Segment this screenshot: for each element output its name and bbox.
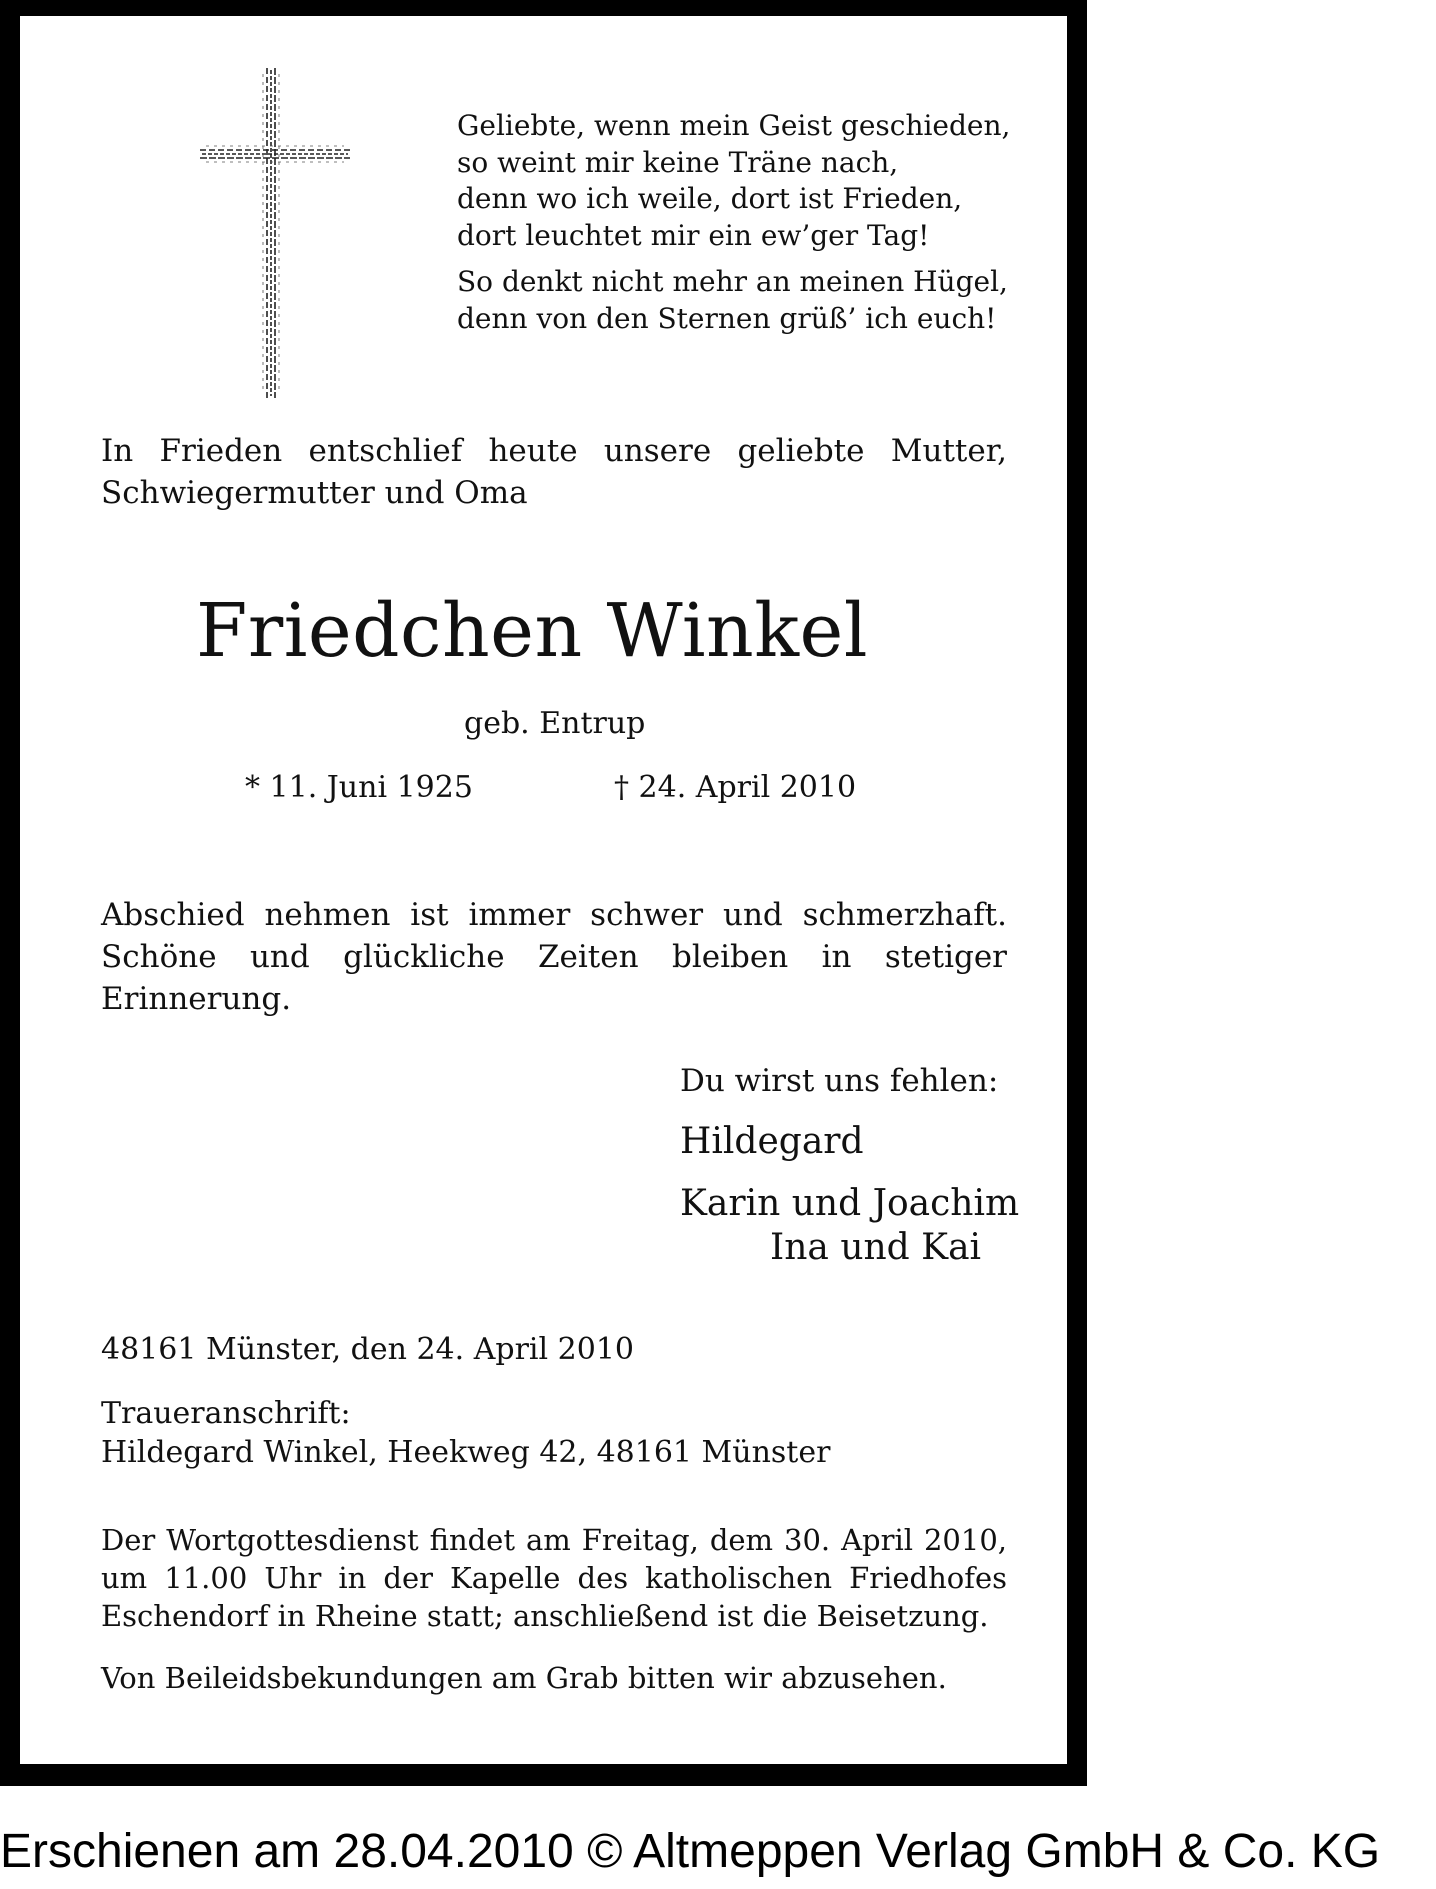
poem-line: so weint mir keine Träne nach, [457,145,899,179]
poem-line: Geliebte, wenn mein Geist geschieden, [457,109,1011,142]
birth-date: * 11. Juni 1925 [245,770,473,805]
poem-stanza-1 [457,108,1010,254]
poem-line: So denkt nicht mehr an meinen Hügel, [457,265,1008,298]
condolence-note: Von Beileidsbekundungen am Grab bitten wir abzusehen. [101,1661,947,1695]
place-date: 48161 Münster, den 24. April 2010 [101,1332,634,1367]
publication-footer: Erschienen am 28.04.2010 © Altmeppen Verlag GmbH & Co. KG [0,1825,1381,1878]
deceased-name: Friedchen Winkel [196,588,869,674]
mourner-name: Ina und Kai [770,1227,982,1268]
death-date: † 24. April 2010 [614,770,857,805]
farewell-text: Abschied nehmen ist immer schwer und schmerzhaft. Schöne und glückliche Zeiten bleiben in stetiger Erinnerung. [101,897,1007,1017]
address-label: Traueranschrift: [101,1396,351,1431]
cross-icon [200,68,350,398]
poem-stanza-2 [457,264,1010,337]
address-value: Hildegard Winkel, Heekweg 42, 48161 Münster [101,1435,831,1470]
poem-line: dort leuchtet mir ein ew’ger Tag! [457,218,930,252]
birth-name: geb. Entrup [464,706,646,741]
intro-text: In Frieden entschlief heute unsere geliebte Mutter, Schwiegermutter und Oma [101,433,1007,511]
mourner-name: Karin und Joachim [680,1183,1020,1224]
mourner-name: Hildegard [680,1121,864,1162]
mourning-address [101,1394,830,1472]
poem-line: denn wo ich weile, dort ist Frieden, [457,182,963,215]
service-info: Der Wortgottesdienst findet am Freitag, dem 30. April 2010, um 11.00 Uhr in der Kapelle des katholischen Friedhofes Eschendorf in Rheine statt; anschließend ist die Beisetzung. [101,1523,1007,1633]
mourners-heading: Du wirst uns fehlen: [680,1063,999,1099]
poem-line: denn von den Sternen grüß’ ich euch! [457,301,997,335]
poem [457,108,1010,337]
mourners [680,1060,1019,1270]
